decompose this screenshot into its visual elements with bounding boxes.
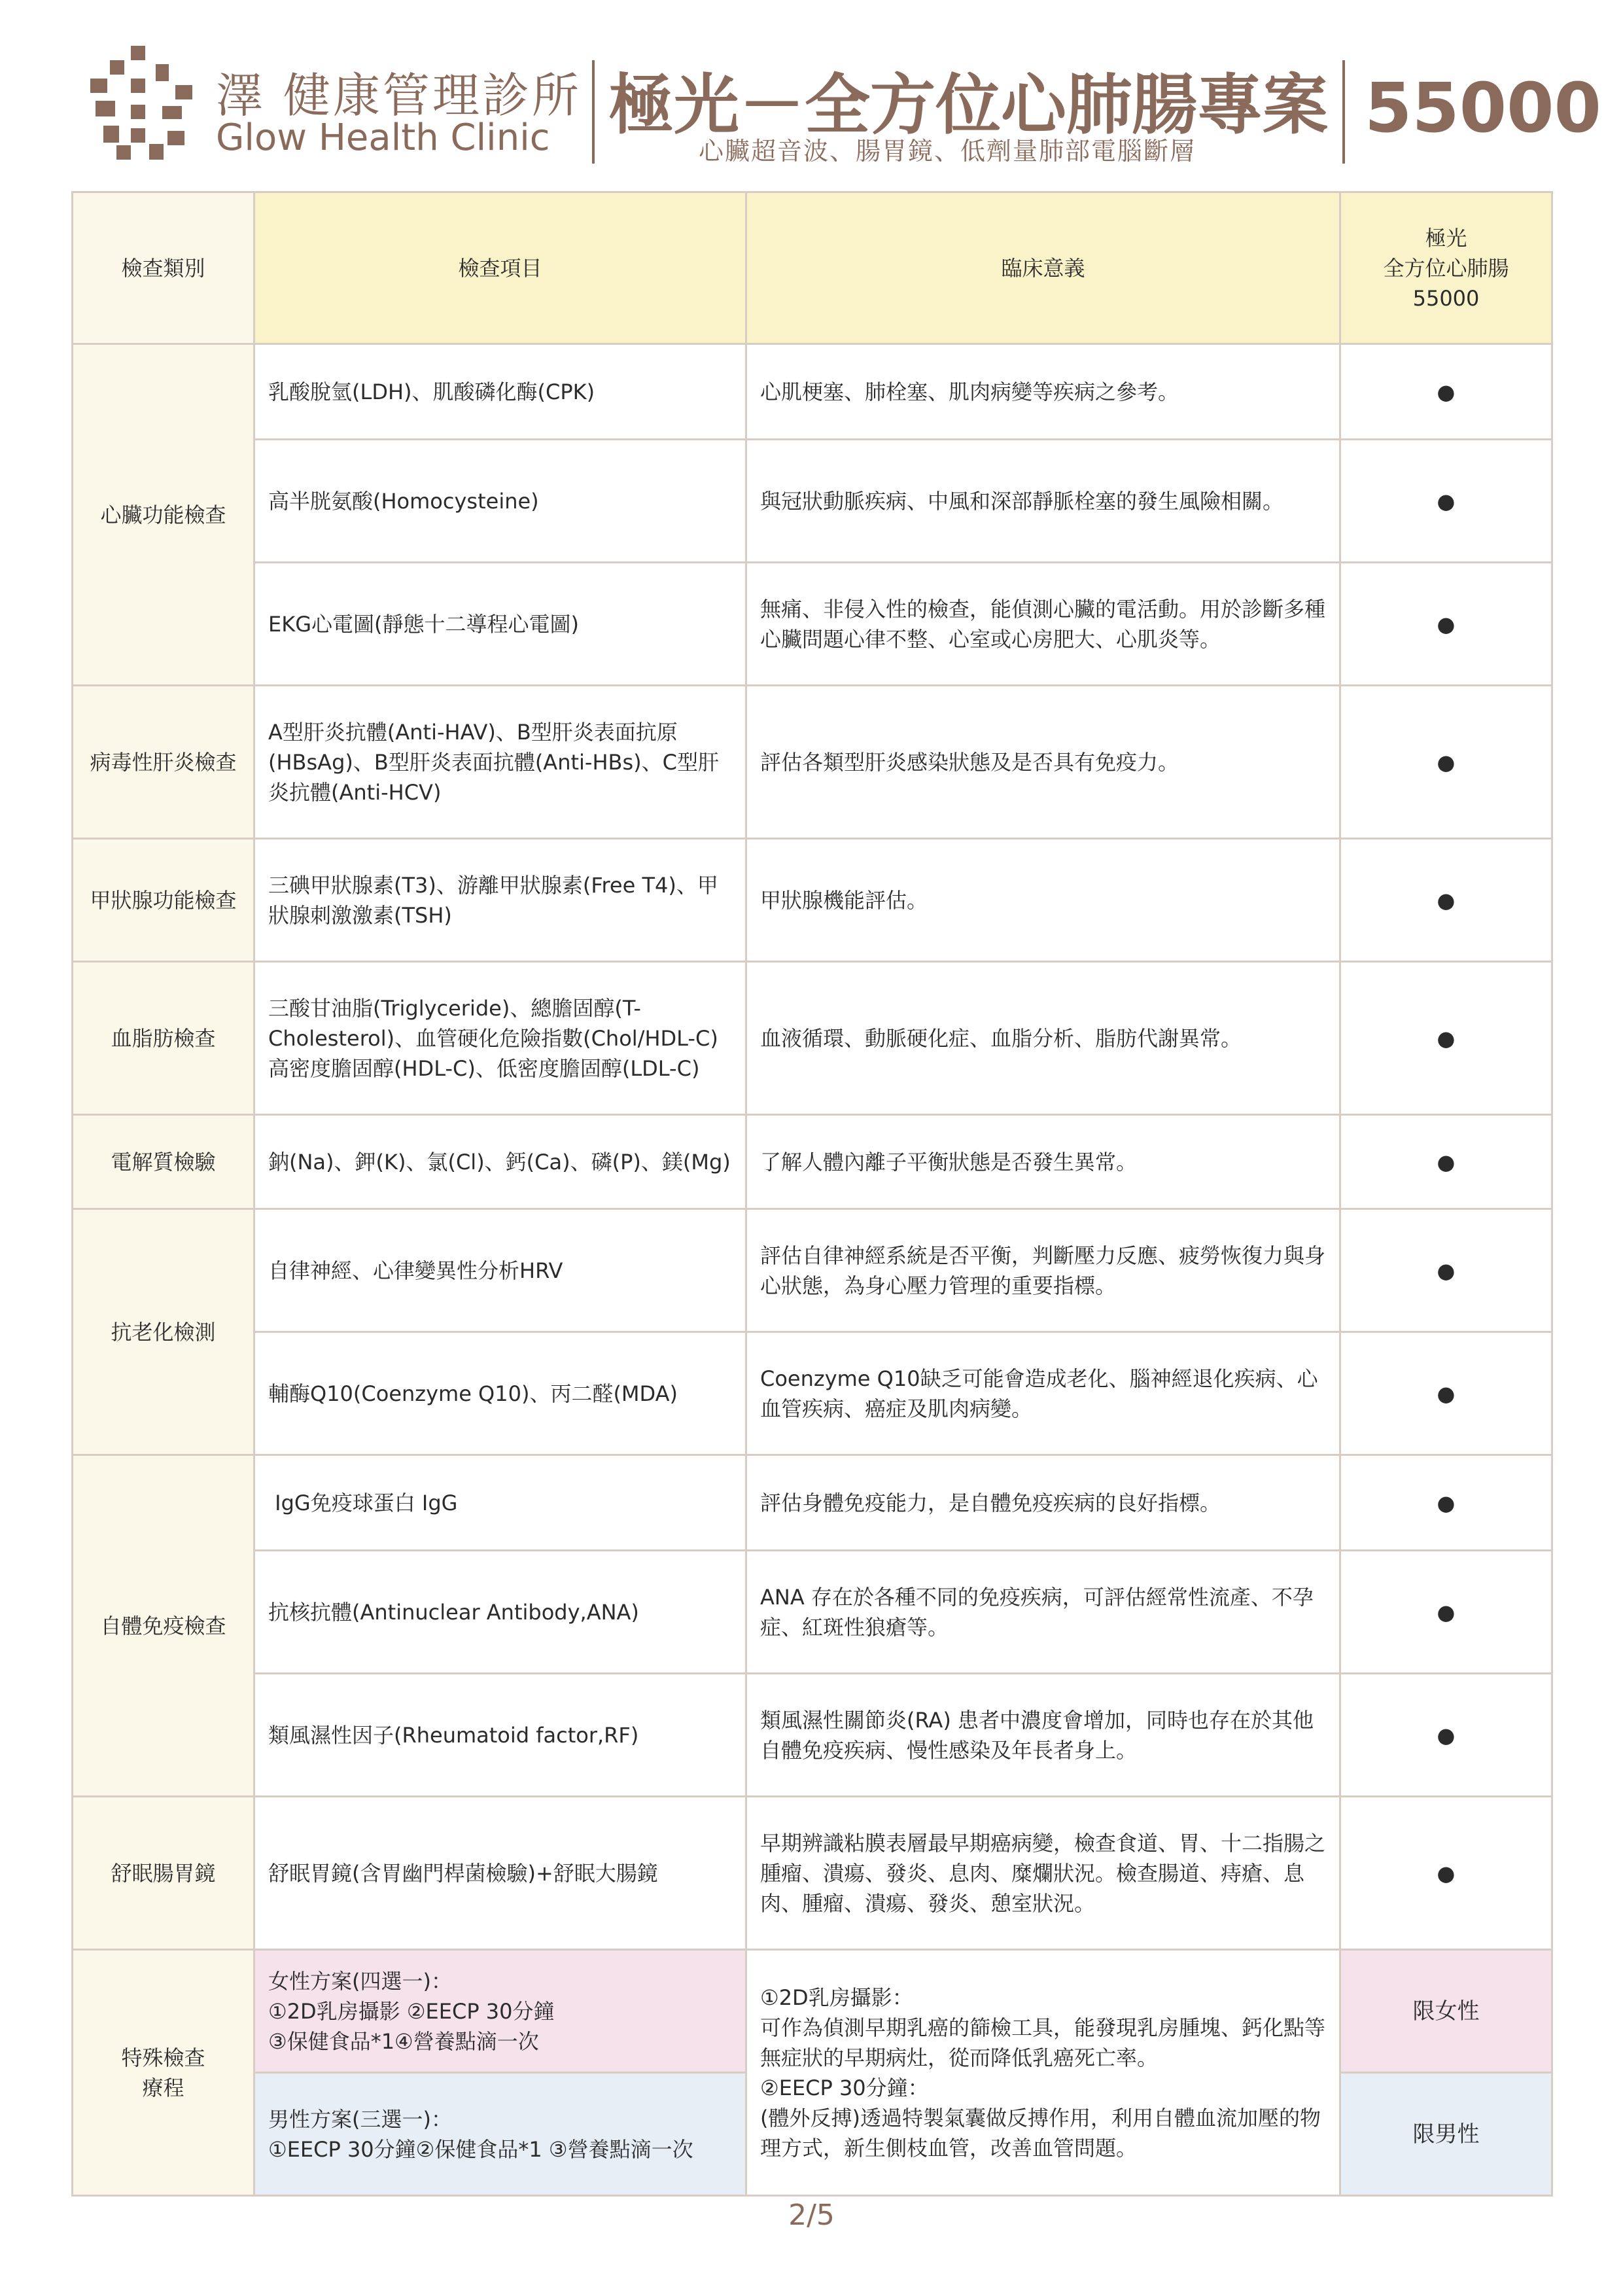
item-cell: 鈉(Na)、鉀(K)、氯(Cl)、鈣(Ca)、磷(P)、鎂(Mg) bbox=[254, 1115, 746, 1209]
meaning-cell: 與冠狀動脈疾病、中風和深部靜脈栓塞的發生風險相關。 bbox=[746, 440, 1340, 563]
table-row bbox=[73, 1950, 1552, 2073]
meaning-line: ②EECP 30分鐘： bbox=[760, 2075, 929, 2100]
included-mark: ● bbox=[1340, 1674, 1552, 1797]
table-row bbox=[73, 1674, 1552, 1797]
header-plan-name: 極光 bbox=[1425, 225, 1467, 251]
category-cell bbox=[73, 1950, 254, 2196]
header-category: 檢查類別 bbox=[73, 192, 254, 344]
included-mark: ● bbox=[1340, 1455, 1552, 1551]
item-cell: EKG心電圖(靜態十二導程心電圖) bbox=[254, 563, 746, 686]
meaning-line: 可作為偵測早期乳癌的篩檢工具，能發現乳房腫塊、鈣化點等無症狀的早期病灶，從而降低乳癌死亡率。 bbox=[760, 2015, 1326, 2070]
meaning-cell: 評估身體免疫能力，是自體免疫疾病的良好指標。 bbox=[746, 1455, 1340, 1551]
category-cell: 電解質檢驗 bbox=[73, 1115, 254, 1209]
included-mark: ● bbox=[1340, 1797, 1552, 1950]
meaning-cell: 血液循環、動脈硬化症、血脂分析、脂肪代謝異常。 bbox=[746, 962, 1340, 1115]
table-row bbox=[73, 686, 1552, 839]
meaning-cell: 評估各類型肝炎感染狀態及是否具有免疫力。 bbox=[746, 686, 1340, 839]
meaning-line: (體外反搏)透過特製氣囊做反搏作用，利用自體血流加壓的物理方式，新生側枝血管，改善血管問題。 bbox=[760, 2105, 1321, 2161]
meaning-cell: 無痛、非侵入性的檢查，能偵測心臟的電活動。用於診斷多種心臟問題心律不整、心室或心房肥大、心肌炎等。 bbox=[746, 563, 1340, 686]
brand-name-english: Glow Health Clinic bbox=[216, 116, 550, 159]
table-row bbox=[73, 1551, 1552, 1674]
clinic-logo-icon bbox=[90, 46, 196, 162]
category-cell: 抗老化檢測 bbox=[73, 1209, 254, 1455]
meaning-cell bbox=[746, 1950, 1340, 2196]
category-cell: 舒眠腸胃鏡 bbox=[73, 1797, 254, 1950]
plan-subtitle: 心臟超音波、腸胃鏡、低劑量肺部電腦斷層 bbox=[699, 137, 1196, 166]
item-cell: 三酸甘油脂(Triglyceride)、總膽固醇(T-Cholesterol)、血管硬化危險指數(Chol/HDL-C)高密度膽固醇(HDL-C)、低密度膽固醇(LDL-C) bbox=[254, 962, 746, 1115]
brand-name-chinese: 澤 健康管理診所 bbox=[216, 68, 582, 123]
male-plan-title: 男性方案(三選一)： bbox=[268, 2106, 452, 2132]
meaning-cell: ANA 存在於各種不同的免疫疾病，可評估經常性流產、不孕症、紅斑性狼瘡等。 bbox=[746, 1551, 1340, 1674]
female-plan-line: ③保健食品*1④營養點滴一次 bbox=[268, 2028, 539, 2054]
category-cell: 心臟功能檢查 bbox=[73, 344, 254, 686]
male-plan-line: ①EECP 30分鐘②保健食品*1 ③營養點滴一次 bbox=[268, 2136, 693, 2162]
category-cell: 自體免疫檢查 bbox=[73, 1455, 254, 1797]
item-cell: IgG免疫球蛋白 IgG bbox=[254, 1455, 746, 1551]
item-cell: 舒眠胃鏡(含胃幽門桿菌檢驗)+舒眠大腸鏡 bbox=[254, 1797, 746, 1950]
table-row bbox=[73, 1455, 1552, 1551]
male-only-label: 限男性 bbox=[1340, 2073, 1552, 2196]
item-cell: 三碘甲狀腺素(T3)、游離甲狀腺素(Free T4)、甲狀腺刺激激素(TSH) bbox=[254, 839, 746, 962]
meaning-cell: 類風濕性關節炎(RA) 患者中濃度會增加，同時也存在於其他自體免疫疾病、慢性感染及年長者身上。 bbox=[746, 1674, 1340, 1797]
included-mark: ● bbox=[1340, 1332, 1552, 1455]
page-header bbox=[0, 0, 1623, 177]
included-mark: ● bbox=[1340, 962, 1552, 1115]
included-mark: ● bbox=[1340, 344, 1552, 440]
category-line: 療程 bbox=[142, 2075, 184, 2100]
table-row bbox=[73, 1115, 1552, 1209]
header-item: 檢查項目 bbox=[254, 192, 746, 344]
included-mark: ● bbox=[1340, 686, 1552, 839]
header-plan bbox=[1340, 192, 1552, 344]
included-mark: ● bbox=[1340, 1551, 1552, 1674]
meaning-cell: 心肌梗塞、肺栓塞、肌肉病變等疾病之參考。 bbox=[746, 344, 1340, 440]
plan-price: 55000 bbox=[1365, 68, 1601, 148]
category-line: 特殊檢查 bbox=[121, 2045, 205, 2070]
item-cell: A型肝炎抗體(Anti-HAV)、B型肝炎表面抗原(HBsAg)、B型肝炎表面抗體(Anti-HBs)、C型肝炎抗體(Anti-HCV) bbox=[254, 686, 746, 839]
table-row bbox=[73, 962, 1552, 1115]
category-cell: 甲狀腺功能檢查 bbox=[73, 839, 254, 962]
table-row bbox=[73, 1797, 1552, 1950]
header-meaning: 臨床意義 bbox=[746, 192, 1340, 344]
female-plan-title: 女性方案(四選一)： bbox=[268, 1968, 452, 1994]
included-mark: ● bbox=[1340, 440, 1552, 563]
female-plan-line: ①2D乳房攝影 ②EECP 30分鐘 bbox=[268, 1998, 555, 2024]
female-plan-cell bbox=[254, 1950, 746, 2073]
plan-title: 極光－全方位心肺腸專案 bbox=[608, 67, 1328, 143]
table-row bbox=[73, 563, 1552, 686]
male-plan-cell bbox=[254, 2073, 746, 2196]
table-row bbox=[73, 1332, 1552, 1455]
header-plan-desc: 全方位心肺腸 bbox=[1383, 255, 1509, 281]
meaning-cell: 了解人體內離子平衡狀態是否發生異常。 bbox=[746, 1115, 1340, 1209]
included-mark: ● bbox=[1340, 563, 1552, 686]
female-only-label: 限女性 bbox=[1340, 1950, 1552, 2073]
item-cell: 高半胱氨酸(Homocysteine) bbox=[254, 440, 746, 563]
included-mark: ● bbox=[1340, 839, 1552, 962]
meaning-cell: 甲狀腺機能評估。 bbox=[746, 839, 1340, 962]
included-mark: ● bbox=[1340, 1115, 1552, 1209]
meaning-cell: Coenzyme Q10缺乏可能會造成老化、腦神經退化疾病、心血管疾病、癌症及肌肉病變。 bbox=[746, 1332, 1340, 1455]
category-cell: 病毒性肝炎檢查 bbox=[73, 686, 254, 839]
header-divider-right bbox=[1342, 60, 1345, 164]
table-header-row bbox=[73, 192, 1552, 344]
item-cell: 類風濕性因子(Rheumatoid factor,RF) bbox=[254, 1674, 746, 1797]
header-plan-price: 55000 bbox=[1412, 285, 1480, 311]
meaning-cell: 早期辨識粘膜表層最早期癌病變，檢查食道、胃、十二指腸之腫瘤、潰瘍、發炎、息肉、糜爛狀況。檢查腸道、痔瘡、息肉、腫瘤、潰瘍、發炎、憩室狀況。 bbox=[746, 1797, 1340, 1950]
meaning-line: ①2D乳房攝影： bbox=[760, 1985, 913, 2010]
table-row bbox=[73, 1209, 1552, 1332]
header-divider-left bbox=[592, 60, 595, 164]
item-cell: 抗核抗體(Antinuclear Antibody,ANA) bbox=[254, 1551, 746, 1674]
item-cell: 乳酸脫氫(LDH)、肌酸磷化酶(CPK) bbox=[254, 344, 746, 440]
exam-table bbox=[71, 191, 1553, 2197]
table-row bbox=[73, 440, 1552, 563]
included-mark: ● bbox=[1340, 1209, 1552, 1332]
category-cell: 血脂肪檢查 bbox=[73, 962, 254, 1115]
table-row bbox=[73, 344, 1552, 440]
item-cell: 輔酶Q10(Coenzyme Q10)、丙二醛(MDA) bbox=[254, 1332, 746, 1455]
table-row bbox=[73, 839, 1552, 962]
page-number: 2/5 bbox=[788, 2199, 835, 2232]
item-cell: 自律神經、心律變異性分析HRV bbox=[254, 1209, 746, 1332]
meaning-cell: 評估自律神經系統是否平衡，判斷壓力反應、疲勞恢復力與身心狀態，為身心壓力管理的重要指標。 bbox=[746, 1209, 1340, 1332]
